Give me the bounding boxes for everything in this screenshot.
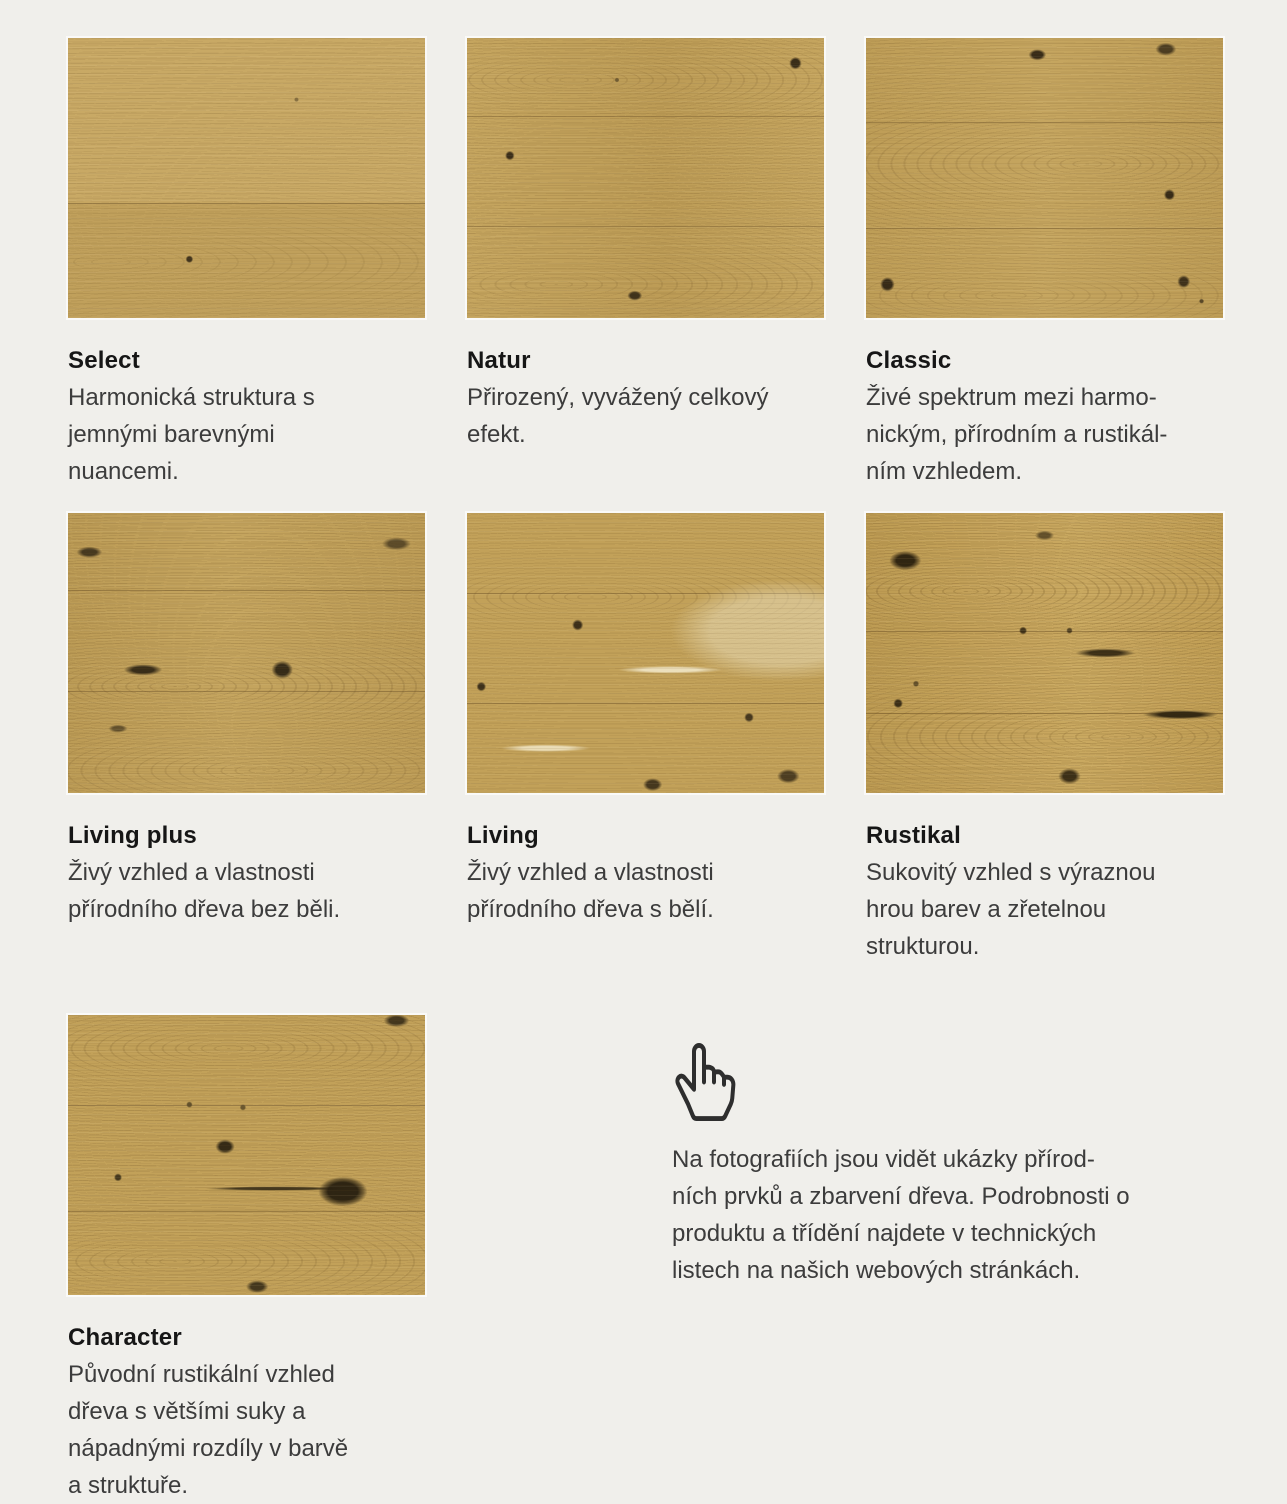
note-text: Na fotografiích jsou vidět ukázky přírod- ních prvků a zbarvení dřeva. Podrobnosti o produktu a třídění najdete v technických listech na našich webových stránkách. [672,1146,1130,1284]
grade-description: Živý vzhled a vlastnosti přírodního dřeva s bělí. [467,859,714,923]
grades-row-1 [68,38,1223,490]
grade-card-select [68,38,425,490]
grade-description: Přirozený, vyvážený celkový efekt. [467,384,769,448]
grade-title: Select [68,347,140,374]
wood-sample-character-image [68,1015,425,1295]
grades-row-3 [68,1015,1192,1504]
grade-title: Natur [467,347,531,374]
grade-caption [866,343,1223,490]
grade-caption [68,1320,425,1504]
grade-caption [866,818,1223,965]
grade-title: Classic [866,347,952,374]
grade-caption [467,343,824,453]
grade-description: Sukovitý vzhled s výraznou hrou barev a zřetelnou strukturou. [866,859,1156,960]
photo-disclaimer-note [672,1015,1192,1504]
grade-card-natur [467,38,824,490]
grade-card-classic [866,38,1223,490]
grade-caption [68,818,425,928]
grade-card-living [467,513,824,965]
grade-title: Living [467,822,539,849]
grade-caption [68,343,425,490]
wood-sample-select-image [68,38,425,318]
grade-card-living-plus [68,513,425,965]
grade-card-rustikal [866,513,1223,965]
grade-description: Harmonická struktura s jemnými barevnými nuancemi. [68,384,315,485]
grade-description: Živé spektrum mezi harmo- nickým, přírodním a rustikál- ním vzhledem. [866,384,1168,485]
grade-title: Living plus [68,822,197,849]
grade-description: Živý vzhled a vlastnosti přírodního dřeva bez běli. [68,859,341,923]
grade-description: Původní rustikální vzhled dřeva s většími suky a nápadnými rozdíly v barvě a struktuře. [68,1361,349,1499]
grade-title: Rustikal [866,822,961,849]
grade-caption [467,818,824,928]
wood-sample-living-image [467,513,824,793]
wood-sample-living-plus-image [68,513,425,793]
grades-row-2 [68,513,1223,965]
hand-index-icon [672,1043,1192,1121]
wood-sample-natur-image [467,38,824,318]
grade-card-character [68,1015,425,1504]
grade-title: Character [68,1324,182,1351]
wood-sample-classic-image [866,38,1223,318]
wood-sample-rustikal-image [866,513,1223,793]
